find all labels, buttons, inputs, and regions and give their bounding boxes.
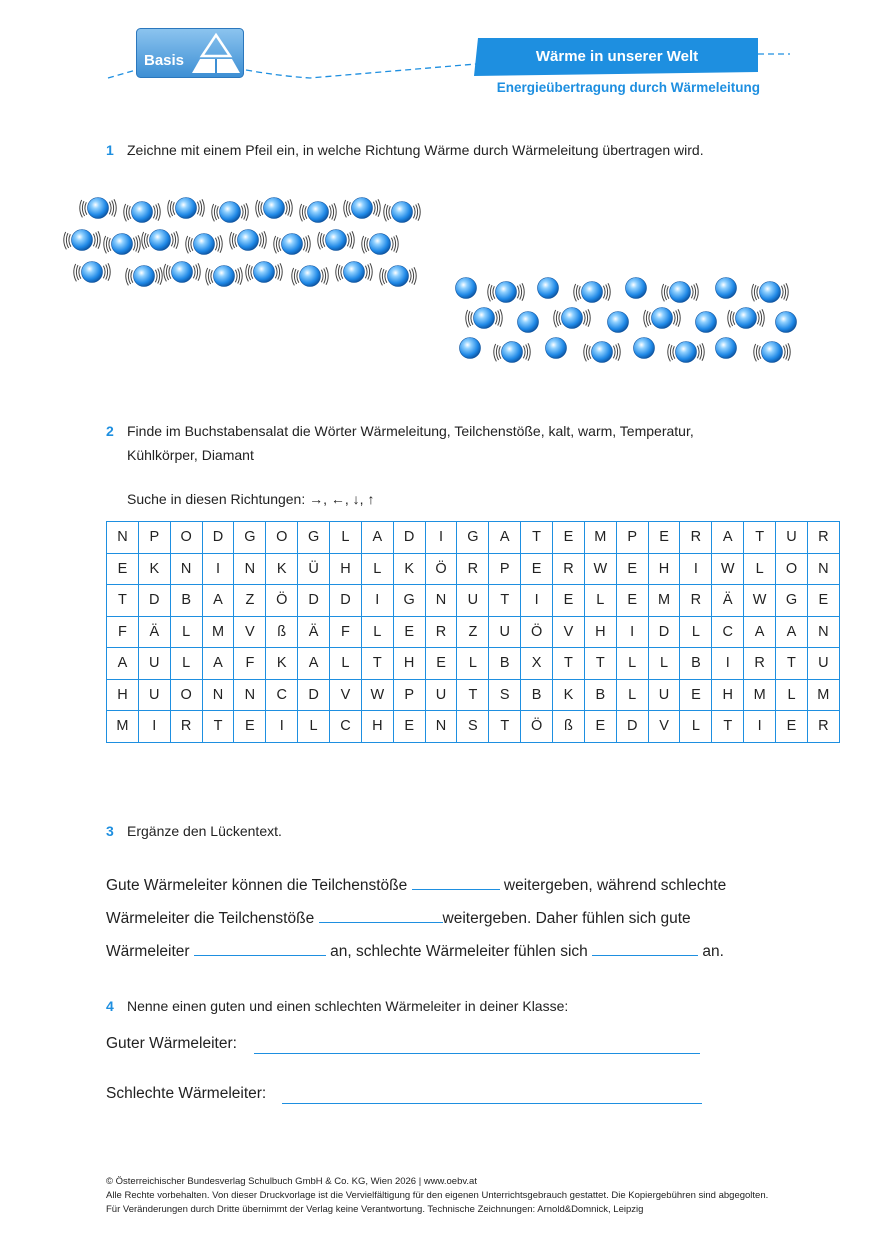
particle (186, 234, 222, 255)
grid-cell: U (648, 679, 680, 711)
grid-cell: Ä (298, 616, 330, 648)
grid-cell: S (489, 679, 521, 711)
grid-cell: I (680, 553, 712, 585)
grid-cell: Ü (298, 553, 330, 585)
grid-cell: H (584, 616, 616, 648)
grid-cell: I (266, 711, 298, 743)
grid-cell: L (298, 711, 330, 743)
grid-cell: C (266, 679, 298, 711)
grid-cell: G (457, 522, 489, 554)
particle (728, 308, 764, 329)
grid-cell: B (170, 585, 202, 617)
particle (460, 338, 481, 359)
particle-illustration (0, 180, 890, 380)
grid-cell: I (616, 616, 648, 648)
grid-cell: ß (266, 616, 298, 648)
grid-cell: I (744, 711, 776, 743)
grid-cell: K (553, 679, 585, 711)
particle (776, 312, 797, 333)
grid-cell: V (234, 616, 266, 648)
grid-cell: H (361, 711, 393, 743)
task3-number: 3 (106, 823, 114, 839)
grid-cell: Ä (712, 585, 744, 617)
grid-cell: U (457, 585, 489, 617)
grid-cell: L (648, 648, 680, 680)
grid-cell: N (234, 679, 266, 711)
grid-cell: Ä (138, 616, 170, 648)
grid-cell: S (457, 711, 489, 743)
word-search-grid (106, 521, 840, 743)
grid-cell: L (776, 679, 808, 711)
grid-cell: N (202, 679, 234, 711)
grid-cell: N (170, 553, 202, 585)
grid-cell: I (202, 553, 234, 585)
particle (168, 198, 204, 219)
grid-row (107, 585, 840, 617)
grid-cell: L (744, 553, 776, 585)
grid-cell: V (648, 711, 680, 743)
grid-cell: I (425, 522, 457, 554)
grid-cell: I (138, 711, 170, 743)
particle (608, 312, 629, 333)
grid-cell: B (680, 648, 712, 680)
grid-cell: G (393, 585, 425, 617)
grid-cell: N (807, 553, 839, 585)
grid-cell: T (776, 648, 808, 680)
grid-cell: D (298, 585, 330, 617)
footer-liability: Für Veränderungen durch Dritte übernimmt der Verlag keine Verantwortung. Technische Zeichnungen: Arnold&Domnick, Leipzig (106, 1204, 644, 1215)
grid-cell: K (266, 553, 298, 585)
hot-particle-group (64, 198, 420, 287)
grid-cell: L (680, 616, 712, 648)
grid-cell: W (712, 553, 744, 585)
grid-cell: I (521, 585, 553, 617)
gap-line1-start: Gute Wärmeleiter können die Teilchenstöße (106, 877, 408, 894)
grid-cell: R (457, 553, 489, 585)
grid-cell: A (712, 522, 744, 554)
task2-text-line1: Finde im Buchstabensalat die Wörter Wärmeleitung, Teilchenstöße, kalt, warm, Temperatur, (127, 423, 694, 439)
particle (584, 342, 620, 363)
particle (300, 202, 336, 223)
grid-cell: E (553, 522, 585, 554)
particle (292, 266, 328, 287)
grid-cell: N (425, 711, 457, 743)
grid-cell: D (616, 711, 648, 743)
grid-cell: D (138, 585, 170, 617)
grid-cell: E (776, 711, 808, 743)
grid-cell: L (584, 585, 616, 617)
grid-cell: E (680, 679, 712, 711)
task4-number: 4 (106, 998, 114, 1014)
cold-particle-group (456, 278, 797, 363)
particle (634, 338, 655, 359)
grid-cell: E (648, 522, 680, 554)
grid-cell: L (330, 648, 362, 680)
particle (74, 262, 110, 283)
grid-cell: Z (457, 616, 489, 648)
grid-cell: K (138, 553, 170, 585)
grid-cell: A (107, 648, 139, 680)
particle (164, 262, 200, 283)
grid-cell: E (553, 585, 585, 617)
good-conductor-answer-line[interactable] (254, 1053, 700, 1054)
task2-directions: Suche in diesen Richtungen: →, ←, ↓, ↑ (127, 491, 375, 507)
gap-text-line1 (106, 869, 786, 902)
grid-cell: W (744, 585, 776, 617)
gap-text-line3 (106, 935, 786, 968)
grid-cell: N (234, 553, 266, 585)
grid-cell: W (361, 679, 393, 711)
grid-cell: L (680, 711, 712, 743)
grid-cell: O (266, 522, 298, 554)
grid-cell: U (489, 616, 521, 648)
grid-cell: N (107, 522, 139, 554)
footer-copyright: © Österreichischer Bundesverlag Schulbuch GmbH & Co. KG, Wien 2026 | www.oebv.at (106, 1176, 477, 1187)
bad-conductor-label: Schlechte Wärmeleiter: (106, 1085, 267, 1102)
grid-cell: H (330, 553, 362, 585)
grid-cell: U (776, 522, 808, 554)
task2-text-line2: Kühlkörper, Diamant (127, 447, 254, 463)
particle (456, 278, 477, 299)
grid-cell: M (107, 711, 139, 743)
particle (126, 266, 162, 287)
particle (644, 308, 680, 329)
footer (106, 1175, 826, 1217)
gap-blank-1[interactable] (412, 873, 500, 890)
particle (662, 282, 698, 303)
particle (554, 308, 590, 329)
grid-cell: B (521, 679, 553, 711)
grid-cell: T (584, 648, 616, 680)
grid-cell: O (170, 522, 202, 554)
particle (336, 262, 372, 283)
grid-cell: I (712, 648, 744, 680)
particle (626, 278, 647, 299)
logo-text: Basis (144, 52, 185, 69)
gap-blank-4[interactable] (592, 939, 698, 956)
grid-cell: V (553, 616, 585, 648)
grid-cell: M (584, 522, 616, 554)
grid-cell: Ö (266, 585, 298, 617)
particle (488, 282, 524, 303)
grid-cell: T (202, 711, 234, 743)
grid-cell: P (616, 522, 648, 554)
particle (384, 202, 420, 223)
grid-cell: L (330, 522, 362, 554)
particle (142, 230, 178, 251)
particle (494, 342, 530, 363)
grid-cell: P (393, 679, 425, 711)
grid-cell: Ö (425, 553, 457, 585)
grid-cell: Ö (521, 711, 553, 743)
particle (574, 282, 610, 303)
grid-cell: G (234, 522, 266, 554)
gap-text-line2 (106, 902, 786, 935)
grid-cell: R (807, 522, 839, 554)
grid-cell: R (744, 648, 776, 680)
grid-cell: F (330, 616, 362, 648)
grid-cell: E (616, 585, 648, 617)
grid-cell: L (616, 648, 648, 680)
grid-cell: O (170, 679, 202, 711)
grid-cell: M (807, 679, 839, 711)
grid-cell: O (776, 553, 808, 585)
grid-cell: U (425, 679, 457, 711)
grid-cell: U (138, 648, 170, 680)
grid-cell: I (361, 585, 393, 617)
grid-cell: A (776, 616, 808, 648)
grid-cell: A (489, 522, 521, 554)
grid-cell: U (138, 679, 170, 711)
grid-cell: K (393, 553, 425, 585)
grid-cell: T (712, 711, 744, 743)
grid-cell: L (170, 648, 202, 680)
grid-cell: L (361, 616, 393, 648)
gap-line1-end: weitergeben, während schlechte (503, 877, 727, 894)
particle (274, 234, 310, 255)
grid-cell: C (712, 616, 744, 648)
particle (80, 198, 116, 219)
grid-row (107, 616, 840, 648)
particle (696, 312, 717, 333)
grid-cell: E (584, 711, 616, 743)
worksheet-title: Wärme in unserer Welt (535, 47, 699, 65)
grid-cell: A (202, 585, 234, 617)
grid-cell: R (680, 522, 712, 554)
gap-line3-middle: an, schlechte Wärmeleiter fühlen sich (330, 943, 588, 960)
gap-line2-start: Wärmeleiter die Teilchenstöße (106, 910, 315, 927)
particle (466, 308, 502, 329)
grid-cell: A (744, 616, 776, 648)
grid-cell: H (393, 648, 425, 680)
particle (124, 202, 160, 223)
grid-cell: B (489, 648, 521, 680)
task2-number: 2 (106, 423, 114, 439)
grid-cell: D (330, 585, 362, 617)
grid-cell: E (393, 711, 425, 743)
grid-cell: T (489, 585, 521, 617)
bad-conductor-answer-line[interactable] (282, 1103, 702, 1104)
grid-cell: P (138, 522, 170, 554)
particle (246, 262, 282, 283)
grid-cell: Z (234, 585, 266, 617)
particle (256, 198, 292, 219)
grid-cell: R (170, 711, 202, 743)
particle (754, 342, 790, 363)
grid-row (107, 679, 840, 711)
grid-cell: U (807, 648, 839, 680)
particle (716, 278, 737, 299)
particle (380, 266, 416, 287)
grid-cell: D (648, 616, 680, 648)
grid-cell: Ö (521, 616, 553, 648)
gap-line2-end: weitergeben. Daher fühlen sich gute (442, 910, 691, 927)
grid-cell: D (202, 522, 234, 554)
grid-cell: N (807, 616, 839, 648)
grid-cell: H (107, 679, 139, 711)
grid-cell: B (584, 679, 616, 711)
particle (518, 312, 539, 333)
grid-cell: E (807, 585, 839, 617)
gap-blank-3[interactable] (194, 939, 326, 956)
grid-cell: ß (553, 711, 585, 743)
grid-cell: D (298, 679, 330, 711)
gap-line3-start: Wärmeleiter (106, 943, 190, 960)
grid-row (107, 522, 840, 554)
grid-cell: A (298, 648, 330, 680)
grid-cell: R (807, 711, 839, 743)
task1-number: 1 (106, 142, 114, 158)
particle (538, 278, 559, 299)
grid-cell: R (680, 585, 712, 617)
gap-line3-end: an. (702, 943, 724, 960)
grid-cell: H (712, 679, 744, 711)
particle (64, 230, 100, 251)
grid-cell: T (744, 522, 776, 554)
grid-cell: H (648, 553, 680, 585)
grid-cell: E (521, 553, 553, 585)
grid-cell: T (361, 648, 393, 680)
grid-row (107, 648, 840, 680)
grid-cell: T (521, 522, 553, 554)
task1-text: Zeichne mit einem Pfeil ein, in welche Richtung Wärme durch Wärmeleitung übertragen wird. (127, 142, 704, 158)
grid-cell: E (393, 616, 425, 648)
grid-cell: P (489, 553, 521, 585)
particle (212, 202, 248, 223)
particle (668, 342, 704, 363)
grid-cell: D (393, 522, 425, 554)
particle (546, 338, 567, 359)
gap-blank-2[interactable] (319, 906, 443, 923)
particle (362, 234, 398, 255)
particle (230, 230, 266, 251)
grid-cell: T (107, 585, 139, 617)
good-conductor-label: Guter Wärmeleiter: (106, 1035, 237, 1052)
particle (344, 198, 380, 219)
particle (104, 234, 140, 255)
grid-cell: L (361, 553, 393, 585)
grid-cell: R (553, 553, 585, 585)
grid-cell: W (584, 553, 616, 585)
worksheet-subtitle: Energieübertragung durch Wärmeleitung (496, 80, 760, 95)
grid-cell: M (648, 585, 680, 617)
grid-cell: X (521, 648, 553, 680)
particle (716, 338, 737, 359)
grid-cell: F (234, 648, 266, 680)
grid-row (107, 711, 840, 743)
grid-cell: E (107, 553, 139, 585)
grid-cell: M (744, 679, 776, 711)
footer-rights: Alle Rechte vorbehalten. Von dieser Druckvorlage ist die Vervielfältigung für den eigenen Unterrichtsgebrauch gestattet. Die Kopiergebühren sind abgegolten. (106, 1190, 769, 1201)
grid-cell: E (234, 711, 266, 743)
task3-text: Ergänze den Lückentext. (127, 823, 282, 839)
grid-cell: N (425, 585, 457, 617)
grid-cell: A (361, 522, 393, 554)
grid-cell: F (107, 616, 139, 648)
task4-text: Nenne einen guten und einen schlechten Wärmeleiter in deiner Klasse: (127, 998, 569, 1014)
grid-cell: E (425, 648, 457, 680)
grid-cell: L (616, 679, 648, 711)
particle (206, 266, 242, 287)
grid-cell: M (202, 616, 234, 648)
grid-cell: E (616, 553, 648, 585)
grid-cell: A (202, 648, 234, 680)
grid-row (107, 553, 840, 585)
grid-cell: T (553, 648, 585, 680)
grid-cell: L (457, 648, 489, 680)
grid-cell: L (170, 616, 202, 648)
particle (752, 282, 788, 303)
particle (318, 230, 354, 251)
grid-cell: K (266, 648, 298, 680)
grid-cell: G (298, 522, 330, 554)
grid-cell: C (330, 711, 362, 743)
grid-cell: V (330, 679, 362, 711)
grid-cell: R (425, 616, 457, 648)
grid-cell: G (776, 585, 808, 617)
grid-cell: T (489, 711, 521, 743)
grid-cell: T (457, 679, 489, 711)
